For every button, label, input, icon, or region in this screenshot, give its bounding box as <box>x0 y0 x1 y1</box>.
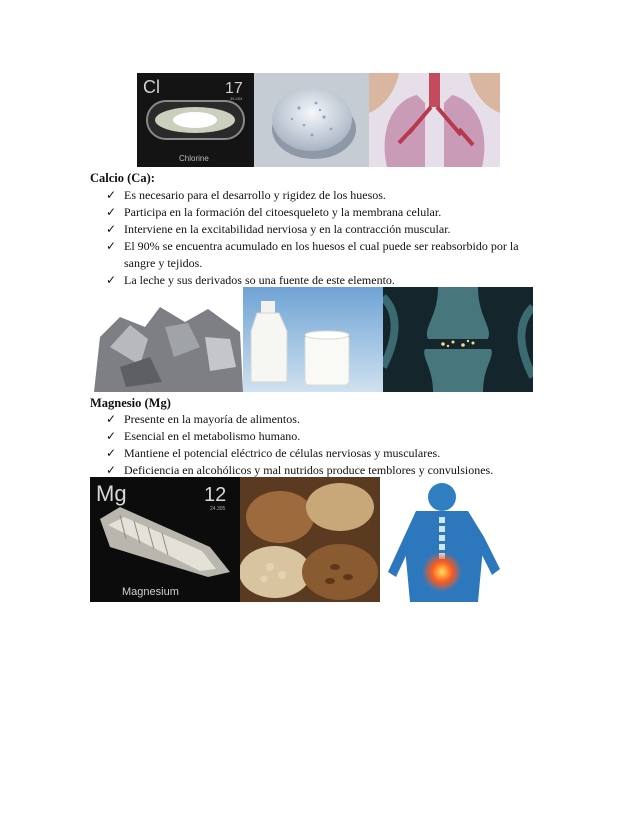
check-icon: ✓ <box>106 188 117 202</box>
calcio-list <box>104 187 519 289</box>
chlorine-element-image <box>137 73 254 167</box>
list-item: ✓ Presente en la mayoría de alimentos. <box>106 412 300 426</box>
calcio-heading: Calcio (Ca): <box>90 171 155 185</box>
list-item: ✓ Esencial en el metabolismo humano. <box>106 429 301 443</box>
check-icon: ✓ <box>106 446 117 460</box>
check-icon: ✓ <box>106 412 117 426</box>
list-item: ✓ Deficiencia en alcohólicos y mal nutridos produce temblores y convulsiones. <box>106 463 494 477</box>
chlorine-weight: 35.453 <box>230 96 243 101</box>
magnesio-list <box>104 411 493 479</box>
list-item: ✓ Interviene en la excitabilidad nerviosa y en la contracción muscular. <box>106 222 451 236</box>
magnesium-number: 12 <box>204 484 227 506</box>
list-item: ✓ Participa en la formación del citoesqueleto y la membrana celular. <box>106 205 442 219</box>
check-icon: ✓ <box>106 463 117 477</box>
synapse-image <box>383 287 533 392</box>
chlorine-symbol: Cl <box>143 77 160 97</box>
magnesium-symbol: Mg <box>96 481 127 506</box>
tablet-image <box>254 73 369 167</box>
chlorine-name: Chlorine <box>179 154 209 163</box>
magnesium-name: Magnesium <box>122 586 179 598</box>
nuts-seeds-image <box>240 477 380 602</box>
check-icon: ✓ <box>106 239 117 253</box>
magnesium-weight: 24.305 <box>210 506 226 512</box>
back-pain-image <box>380 477 510 602</box>
check-icon: ✓ <box>106 222 117 236</box>
check-icon: ✓ <box>106 429 117 443</box>
check-icon: ✓ <box>106 273 117 287</box>
chlorine-number: 17 <box>225 80 243 97</box>
calcium-metal-image <box>90 287 243 392</box>
magnesio-heading: Magnesio (Mg) <box>90 396 171 410</box>
check-icon: ✓ <box>106 205 117 219</box>
list-item: ✓ La leche y sus derivados so una fuente de este elemento. <box>106 273 395 287</box>
lungs-image <box>369 73 500 167</box>
magnesium-element-image <box>90 477 240 602</box>
list-item: ✓ Es necesario para el desarrollo y rigidez de los huesos. <box>106 188 386 202</box>
milk-image <box>243 287 383 392</box>
list-item: ✓ El 90% se encuentra acumulado en los huesos el cual puede ser reabsorbido por la sangre y tejidos. <box>106 239 519 270</box>
list-item: ✓ Mantiene el potencial eléctrico de células nerviosas y musculares. <box>106 446 441 460</box>
